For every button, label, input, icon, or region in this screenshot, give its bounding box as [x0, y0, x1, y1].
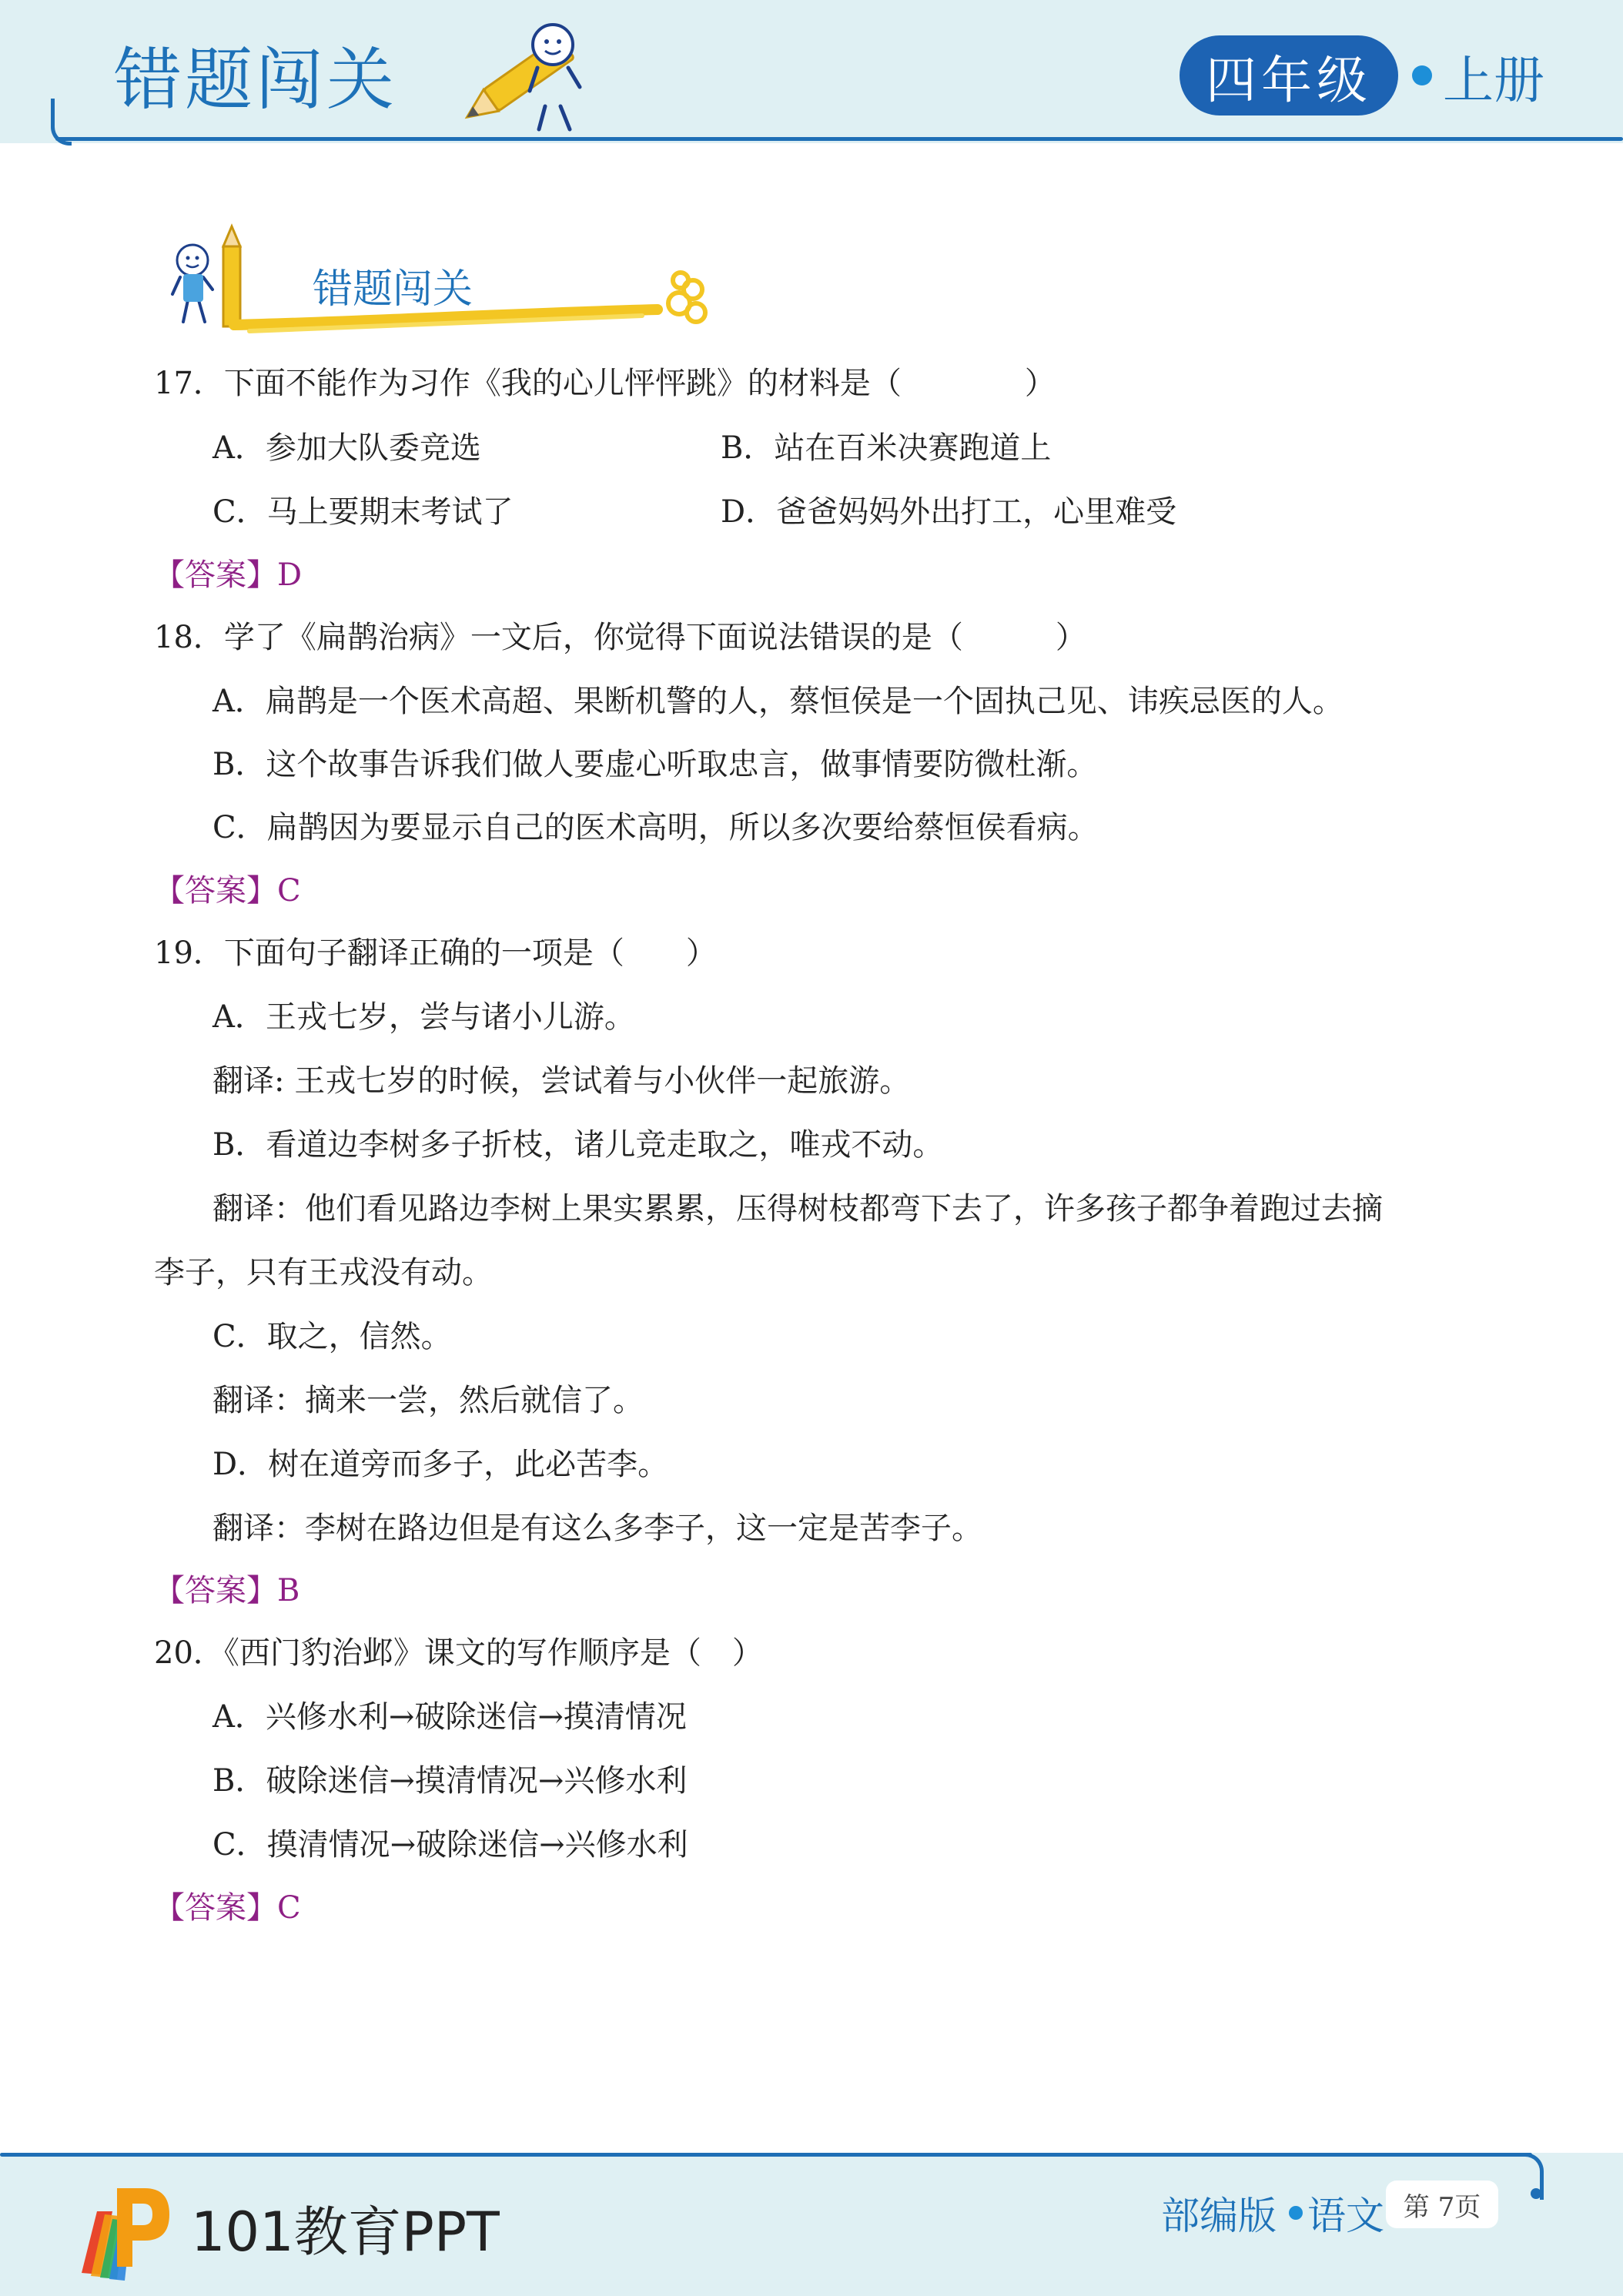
question-17-option-d: D．爸爸妈妈外出打工，心里难受	[721, 494, 1177, 530]
question-17-option-b: B．站在百米决赛跑道上	[721, 430, 1052, 466]
grade-badge	[1180, 35, 1544, 115]
question-19-translation-d: 翻译：李树在路边但是有这么多李子，这一定是苦李子。	[212, 1511, 982, 1546]
question-19-translation-a: 翻译: 王戎七岁的时候，尝试着与小伙伴一起旅游。	[212, 1063, 911, 1099]
question-19-option-c: C．取之，信然。	[212, 1319, 452, 1354]
question-19-stem: 19．下面句子翻译正确的一项是（ ）	[154, 935, 717, 971]
question-20-option-b: B．破除迷信→摸清情况→兴修水利	[212, 1763, 688, 1799]
footer-hook-dot	[1531, 2188, 1541, 2199]
question-18-option-a: A．扁鹊是一个医术高超、果断机警的人，蔡恒侯是一个固执己见、讳疾忌医的人。	[212, 684, 1344, 719]
edition-name: 部编版	[1161, 2194, 1277, 2238]
question-17-option-c: C．马上要期末考试了	[212, 494, 514, 530]
question-20-answer: 【答案】C	[154, 1890, 301, 1926]
question-20-stem: 20．《西门豹治邺》课文的写作顺序是（ ）	[154, 1635, 763, 1671]
question-20-option-c: C．摸清情况→破除迷信→兴修水利	[212, 1827, 688, 1863]
grade-separator-dot	[1412, 65, 1432, 85]
question-20-option-a: A．兴修水利→破除迷信→摸清情况	[212, 1699, 687, 1735]
question-19-option-d: D．树在道旁而多子，此必苦李。	[212, 1447, 669, 1482]
edition-separator-dot	[1289, 2206, 1303, 2220]
question-19-translation-b: 翻译：他们看见路边李树上果实累累，压得树枝都弯下去了，许多孩子都争着跑过去摘	[212, 1191, 1383, 1227]
subject-name: 语文	[1307, 2194, 1384, 2238]
question-19-translation-b-continued: 李子，只有王戎没有动。	[154, 1255, 493, 1290]
page-number: 第 7页	[1386, 2181, 1498, 2228]
question-19-translation-c: 翻译：摘来一尝，然后就信了。	[212, 1383, 644, 1418]
question-18-option-c: C．扁鹊因为要显示自己的医术高明，所以多次要给蔡恒侯看病。	[212, 810, 1099, 845]
question-17-option-a: A．参加大队委竞选	[212, 430, 481, 466]
pencil-mascot-icon	[445, 14, 599, 137]
edition-label	[1161, 2185, 1384, 2241]
header-divider	[55, 137, 1623, 141]
grade-label: 四年级	[1180, 35, 1398, 115]
footer-divider	[0, 2153, 1532, 2157]
question-17-answer: 【答案】D	[154, 557, 303, 593]
question-17-stem: 17．下面不能作为习作《我的心儿怦怦跳》的材料是（ ）	[154, 366, 1056, 401]
brand-logo-text: 101教育PPT	[191, 2201, 500, 2264]
section-title: 错题闯关	[313, 266, 474, 313]
question-19-option-b: B．看道边李树多子折枝，诸儿竞走取之，唯戎不动。	[212, 1127, 944, 1163]
brand-logo-icon	[74, 2181, 174, 2281]
header-title: 错题闯关	[114, 40, 398, 119]
question-18-option-b: B．这个故事告诉我们做人要虚心听取忠言，做事情要防微杜渐。	[212, 747, 1098, 782]
question-19-option-a: A．王戎七岁，尝与诸小儿游。	[212, 999, 635, 1035]
question-19-answer: 【答案】B	[154, 1573, 300, 1608]
question-18-answer: 【答案】C	[154, 873, 301, 909]
question-18-stem: 18．学了《扁鹊治病》一文后，你觉得下面说法错误的是（ ）	[154, 620, 1086, 655]
term-label: 上册	[1443, 50, 1544, 110]
